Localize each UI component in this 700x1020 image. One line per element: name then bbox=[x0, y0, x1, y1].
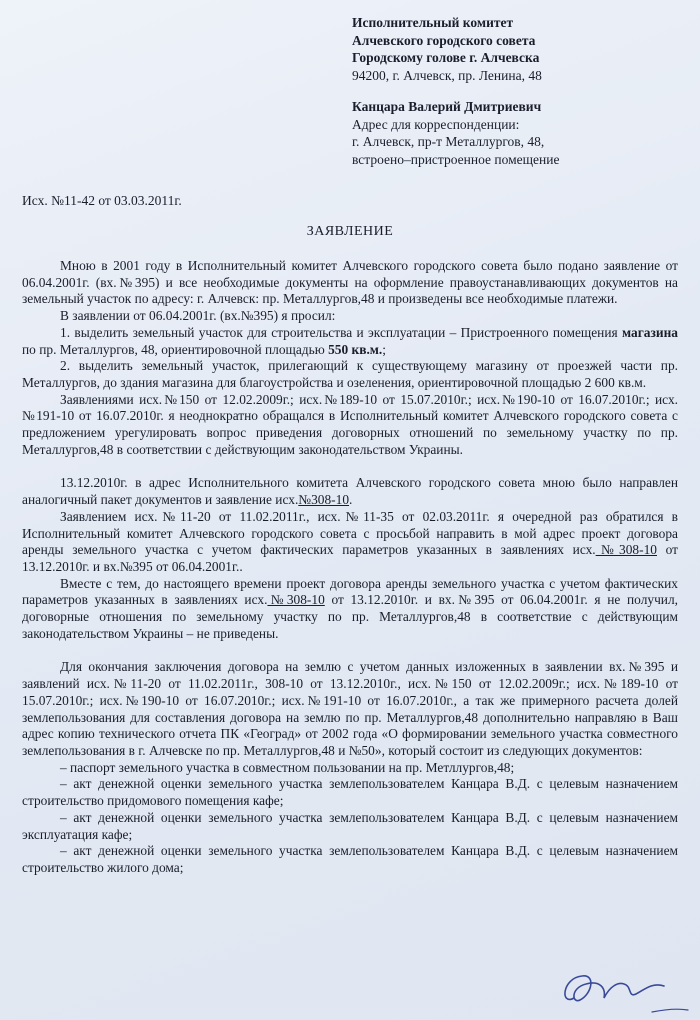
paragraph-6: 13.12.2010г. в адрес Исполнительного комитета Алчевского городского совета мною было направлен аналогичный пакет документов и заявление исх.№308-10. bbox=[22, 475, 678, 508]
paragraph-4: 2. выделить земельный участок, прилегающий к существующему магазину от проезжей части пр. Металлургов, до здания магазина для благоустройства и озеленения, ориентировочной площадью 2 600 кв.м. bbox=[22, 358, 678, 390]
handwritten-signature bbox=[552, 958, 692, 1020]
paragraph-1: Мною в 2001 году в Исполнительный комитет Алчевского городского совета было подано заявление от 06.04.2001г. (вх.№395) и все необходимые документы на оформление правоустанавливающих документов на земельный участок по адресу: г. Алчевск: пр. Металлургов,48 и произведены все необходимые платежи. bbox=[22, 258, 678, 307]
addressee-line-2: Алчевского городского совета bbox=[352, 32, 536, 48]
document-title: ЗАЯВЛЕНИЕ bbox=[306, 224, 394, 239]
sender-name: Канцара Валерий Дмитриевич bbox=[352, 99, 542, 114]
list-item: – паспорт земельного участка в совместном пользовании на пр. Метллургов,48; bbox=[60, 759, 515, 775]
addressee-block bbox=[352, 14, 559, 168]
list-item: – акт денежной оценки земельного участка землепользователем Канцара В.Д. с целевым назначением строительство придомового помещения кафе; bbox=[22, 776, 678, 809]
addressee-line-3: Городскому голове г. Алчевска bbox=[352, 50, 540, 65]
addressee-address: 94200, г. Алчевск, пр. Ленина, 48 bbox=[352, 67, 542, 83]
outgoing-number: Исх. №11-42 от 03.03.2011г. bbox=[22, 193, 182, 208]
addressee-line-1: Исполнительный комитет bbox=[352, 15, 514, 30]
sender-address-line-1: г. Алчевск, пр-т Металлургов, 48, bbox=[352, 134, 545, 149]
paragraph-9: Для окончания заключения договора на землю с учетом данных изложенных в заявлении вх.№395 и заявлений исх.№11-20 от 11.02.2011г., 308-10 от 13.12.2010г., исх.№150 от 12.02.2009г.; исх.№189-10 от 15.07.2010г.; исх.№190-10 от 16.07.2010г.; исх.№191-10 от 16.07.2010г., а так же примерного расчета долей землепользования для составления договора на землю по пр. Металлургов,48 дополнительно направляю в Ваш адрес копию технического отчета ПК «Геоград» от 2002 года «О формировании земельного участка совместного землепользования в г. Алчевске по пр. Металлургов,48 и №50», который состоит из следующих документов: bbox=[22, 659, 678, 758]
paragraph-3: 1. выделить земельный участок для строительства и эксплуатации – Пристроенного помещения магазина по пр. Металлургов, 48, ориентировочной площадью 550 кв.м.; bbox=[22, 324, 678, 357]
sender-address-label: Адрес для корреспонденции: bbox=[352, 116, 520, 132]
paragraph-7: Заявлением исх.№11-20 от 11.02.2011г., исх.№11-35 от 02.03.2011г. я очередной раз обратился в Исполнительный комитет Алчевского городского совета с просьбой направить в мой адрес проект договора аренды земельного участка с учетом фактических параметров указанных в заявлениях исх.№308-10 от 13.12.2010г. и вх.№395 от 06.04.2001г.. bbox=[22, 508, 679, 574]
sender-address-line-2: встроено–пристроенное помещение bbox=[352, 151, 560, 167]
document-body bbox=[22, 258, 678, 877]
list-item: – акт денежной оценки земельного участка землепользователем Канцара В.Д. с целевым назначением строительство жилого дома; bbox=[22, 843, 678, 875]
paragraph-8: Вместе с тем, до настоящего времени проект договора аренды земельного участка с учетом фактических параметров указанных в заявлениях исх.№308-10 от 13.12.2010г. и вх.№395 от 06.04.2001г. я не получил, договорные отношения по земельному участку по пр. Металлургов,48 в соответствие с действующим законодательством Украины – не приведены. bbox=[22, 575, 678, 641]
paragraph-5: Заявлениями исх.№150 от 12.02.2009г.; исх.№189-10 от 15.07.2010г.; исх.№190-10 от 16.07.2010г.; исх.№191-10 от 16.07.2010г. я неоднократно обращался в Исполнительный комитет Алчевского городского совета с предложением урегулировать вопрос приведения договорных отношений по земельному участку по пр. Металлургов,48 в соответствии с действующим законодательством Украины. bbox=[22, 391, 678, 457]
paragraph-2: В заявлении от 06.04.2001г. (вх.№395) я просил: bbox=[60, 308, 336, 324]
list-item: – акт денежной оценки земельного участка землепользователем Канцара В.Д. с целевым назначением эксплуатация кафе; bbox=[22, 809, 678, 842]
